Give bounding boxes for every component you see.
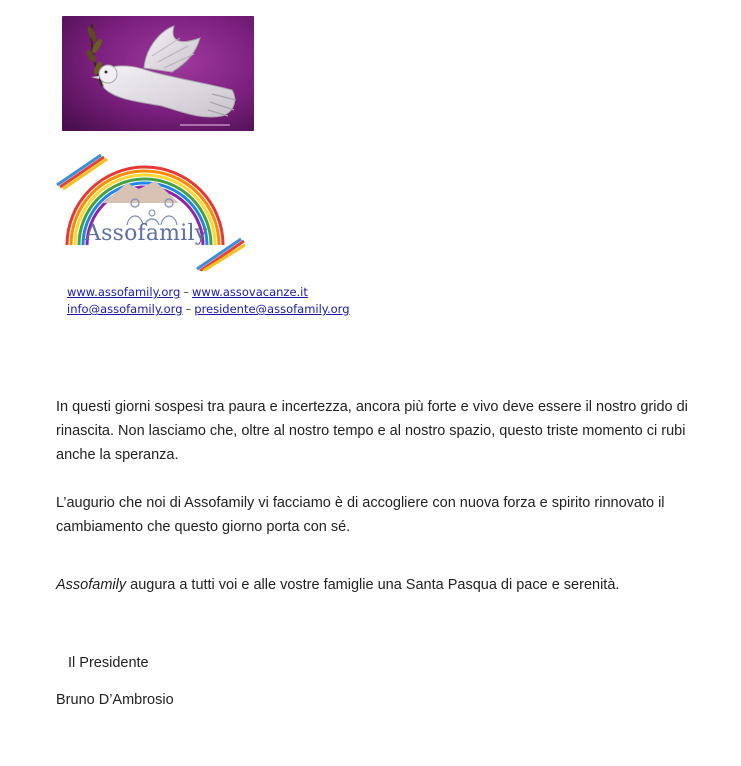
info-email-link[interactable]: info@assofamily.org — [67, 302, 183, 316]
logo-wordmark: Assofamily — [85, 221, 208, 246]
message-paragraph-2: L’augurio che noi di Assofamily vi facciamo è di accogliere con nuova forza e spirito rinnovato il cambiamento che questo giorno porta con sé. — [56, 495, 665, 535]
easter-wishes-text: augura a tutti voi e alle vostre famiglie una Santa Pasqua di pace e serenità. — [126, 577, 620, 593]
rainbow-family-logo-icon — [55, 153, 245, 271]
message-paragraph-1: In questi giorni sospesi tra paura e incertezza, ancora più forte e vivo deve essere il nostro grido di rinascita. Non lasciamo che, oltre al nostro tempo e al nostro spazio, questo triste momento ci rubi anche la speranza. — [56, 399, 688, 463]
link-separator: – — [185, 302, 192, 316]
dove-image — [62, 16, 254, 131]
signature-role: Il Presidente — [68, 655, 149, 671]
presidente-email-link[interactable]: presidente@assofamily.org — [194, 302, 350, 316]
link-separator: – — [183, 285, 190, 299]
assofamily-logo — [55, 153, 245, 271]
website-links-row — [67, 284, 350, 301]
contact-links — [67, 284, 350, 318]
signature-name: Bruno D’Ambrosio — [56, 692, 174, 708]
message-body — [56, 395, 726, 597]
dove-with-olive-branch-icon — [62, 16, 254, 131]
brand-name: Assofamily — [56, 577, 127, 593]
assofamily-site-link[interactable]: www.assofamily.org — [67, 285, 181, 299]
email-links-row — [67, 301, 350, 318]
assovacanze-site-link[interactable]: www.assovacanze.it — [192, 285, 308, 299]
message-paragraph-3 — [56, 573, 726, 597]
